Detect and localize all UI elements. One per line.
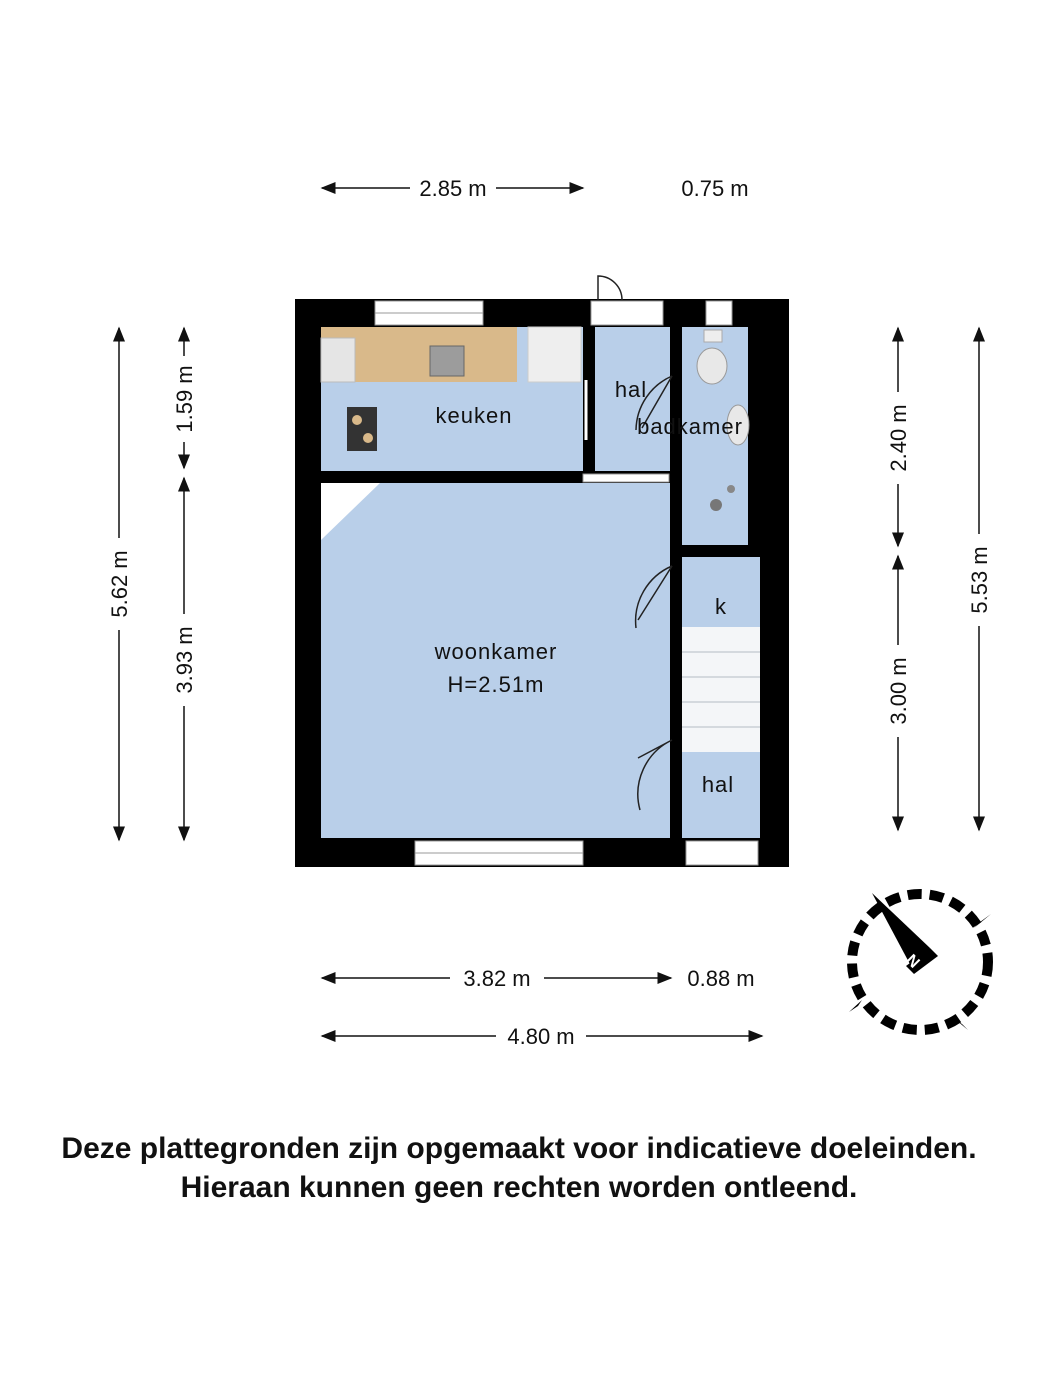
dim-bottom-right: 0.88 m: [687, 966, 755, 991]
disclaimer-line-2: Hieraan kunnen geen rechten worden ontleend.: [180, 1171, 858, 1204]
toilet: [697, 348, 727, 384]
dim-left-lower: 3.93 m: [172, 626, 197, 694]
dim-right-lower: 3.00 m: [886, 657, 911, 725]
fridge: [321, 338, 355, 382]
dim-top-left: 2.85 m: [419, 176, 487, 201]
dim-top-right: 0.75 m: [681, 176, 749, 201]
stairs-floor: [682, 627, 760, 752]
stove: [347, 407, 377, 451]
compass-north-label: N: [902, 951, 923, 972]
sink: [430, 346, 464, 376]
dim-right-upper: 2.40 m: [886, 404, 911, 472]
dim-left-upper: 1.59 m: [172, 365, 197, 433]
room-label-hal-top: hal: [614, 377, 648, 402]
room-label-woonkamer-height: H=2.51m: [447, 672, 545, 697]
dim-right-outer: 5.53 m: [967, 546, 992, 614]
dim-bottom-total: 4.80 m: [507, 1024, 575, 1049]
room-label-kast: k: [715, 594, 727, 619]
room-label-badkamer: badkamer: [637, 414, 743, 439]
room-label-woonkamer: woonkamer: [434, 639, 558, 664]
kitchen-cabinet: [528, 327, 581, 382]
dim-left-outer: 5.62 m: [107, 550, 132, 618]
room-label-hal-bottom: hal: [701, 772, 735, 797]
shower-drain: [710, 499, 722, 511]
compass-icon: [849, 893, 991, 1030]
room-label-keuken: keuken: [435, 403, 513, 428]
dim-bottom-left: 3.82 m: [463, 966, 531, 991]
disclaimer-line-1: Deze plattegronden zijn opgemaakt voor indicatieve doeleinden.: [61, 1132, 977, 1165]
